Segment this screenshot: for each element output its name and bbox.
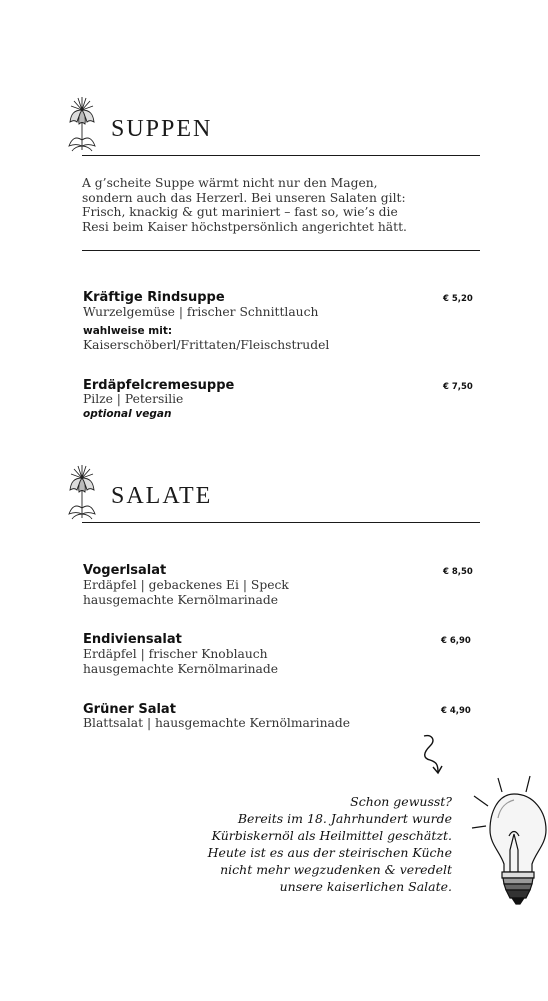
fritillaria-flower-icon (64, 96, 100, 152)
dish-price: € 5,20 (443, 294, 473, 304)
light-bulb-icon (468, 772, 548, 908)
dish-description: Erdäpfel | frischer Knoblauch hausgemachte Kernölmarinade (83, 647, 279, 676)
dish-option-label: wahlweise mit: (83, 325, 173, 337)
dish-name: Grüner Salat (83, 702, 176, 717)
intro-text: A g’scheite Suppe wärmt nicht nur den Magen, sondern auch das Herzerl. Bei unseren Salaten gilt: Frisch, knackig & gut mariniert – fast so, wie’s die Resi beim Kaiser höchstpersönlich angerichtet hätt. (82, 176, 407, 234)
fritillaria-flower-icon (64, 464, 100, 520)
divider (82, 155, 480, 156)
dish-name: Kräftige Rindsuppe (83, 290, 225, 305)
dish-price: € 6,90 (441, 636, 471, 646)
dish-name: Erdäpfelcremesuppe (83, 378, 235, 393)
divider (82, 250, 480, 251)
dish-price: € 4,90 (441, 706, 471, 716)
dish-option-description: Kaiserschöberl/Frittaten/Fleischstrudel (83, 338, 330, 352)
dish-name: Vogerlsalat (83, 563, 167, 578)
dish-price: € 7,50 (443, 382, 473, 392)
dish-description: Blattsalat | hausgemachte Kernölmarinade (83, 716, 351, 730)
dish-description: Pilze | Petersilie (83, 392, 184, 406)
section-title-salate: SALATE (111, 483, 213, 509)
dish-note: optional vegan (83, 408, 172, 420)
fun-fact-text: Schon gewusst? Bereits im 18. Jahrhundert wurde Kürbiskernöl als Heilmittel geschätzt. Heute ist es aus der steirischen Küche nicht mehr wegzudenken & veredelt unsere kaiserlichen Salate. (207, 794, 452, 894)
dish-name: Endiviensalat (83, 632, 182, 647)
curly-arrow-icon (414, 732, 448, 776)
dish-description: Wurzelgemüse | frischer Schnittlauch (83, 305, 319, 319)
dish-price: € 8,50 (443, 567, 473, 577)
dish-description: Erdäpfel | gebackenes Ei | Speck hausgemachte Kernölmarinade (83, 578, 289, 607)
divider (82, 522, 480, 523)
section-title-suppen: SUPPEN (111, 116, 213, 142)
